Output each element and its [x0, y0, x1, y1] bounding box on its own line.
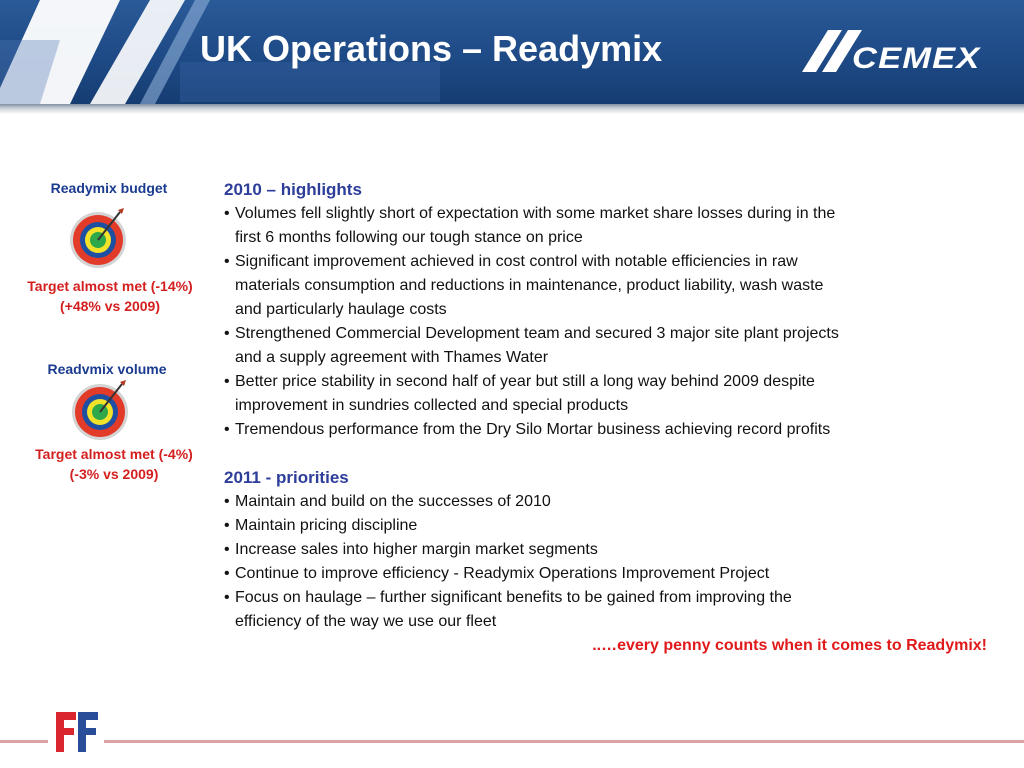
list-item	[224, 250, 999, 322]
kpi-budget-status-line1: Target almost met (-14%)	[27, 278, 193, 294]
priorities-heading: 2011 - priorities	[224, 468, 349, 487]
kpi-volume-label: Readvmix volume	[47, 361, 167, 377]
list-item	[224, 586, 999, 634]
list-item-line: improvement in sundries collected and special products	[235, 397, 629, 414]
list-item	[224, 322, 999, 370]
bullet-icon: •	[224, 493, 230, 510]
kpi-volume-status-line1: Target almost met (-4%)	[35, 446, 193, 462]
bullet-icon: •	[224, 589, 230, 606]
kpi-budget-status	[0, 276, 220, 316]
kpi-budget-label: Readymix budget	[50, 180, 168, 196]
list-item	[224, 538, 999, 562]
tagline: ..…every penny counts when it comes to Readymix!	[592, 637, 987, 654]
list-item	[224, 562, 999, 586]
section-spacer	[224, 442, 999, 466]
bullet-icon: •	[224, 565, 230, 582]
target-icon	[70, 378, 134, 442]
list-item	[224, 370, 999, 418]
bullet-icon: •	[224, 517, 230, 534]
highlights-heading: 2010 – highlights	[224, 180, 362, 199]
target-icon	[68, 206, 132, 270]
list-item-line: Better price stability in second half of year but still a long way behind 2009 despite	[235, 373, 815, 390]
footer-divider	[0, 740, 1024, 743]
list-item-line: Maintain pricing discipline	[235, 517, 418, 534]
bullet-icon: •	[224, 421, 230, 438]
page-title: UK Operations – Readymix	[200, 28, 663, 69]
list-item-line: and particularly haulage costs	[235, 301, 447, 318]
list-item-line: Focus on haulage – further significant benefits to be gained from improving the	[235, 589, 792, 606]
bullet-icon: •	[224, 373, 230, 390]
footer-logo-icon	[48, 704, 104, 758]
list-item-line: Volumes fell slightly short of expectation with some market share losses during in the	[235, 205, 836, 222]
list-item-line: Strengthened Commercial Development team and secured 3 major site plant projects	[235, 325, 839, 342]
list-item-line: Increase sales into higher margin market segments	[235, 541, 598, 558]
list-item-line: efficiency of the way we use our fleet	[235, 613, 497, 630]
header-divider	[0, 104, 1024, 114]
list-item-line: Significant improvement achieved in cost control with notable efficiencies in raw	[235, 253, 798, 270]
cemex-logo-text: CEMEX	[852, 42, 981, 75]
list-item-line: first 6 months following our tough stance on price	[235, 229, 583, 246]
kpi-budget-status-line2: (+48% vs 2009)	[59, 298, 161, 314]
bullet-icon: •	[224, 253, 230, 270]
bullet-icon: •	[224, 205, 230, 222]
main-content	[224, 178, 999, 658]
bullet-icon: •	[224, 325, 230, 342]
list-item	[224, 514, 999, 538]
kpi-volume-status	[4, 444, 224, 484]
list-item	[224, 490, 999, 514]
list-item-line: Maintain and build on the successes of 2010	[235, 493, 551, 510]
list-item	[224, 418, 999, 442]
list-item-line: Tremendous performance from the Dry Silo Mortar business achieving record profits	[235, 421, 831, 438]
kpi-volume-status-line2: (-3% vs 2009)	[69, 466, 159, 482]
list-item-line: and a supply agreement with Thames Water	[235, 349, 549, 366]
bullet-icon: •	[224, 541, 230, 558]
list-item-line: Continue to improve efficiency - Readymix Operations Improvement Project	[235, 565, 770, 582]
list-item-line: materials consumption and reductions in maintenance, product liability, wash waste	[235, 277, 824, 294]
list-item	[224, 202, 999, 250]
